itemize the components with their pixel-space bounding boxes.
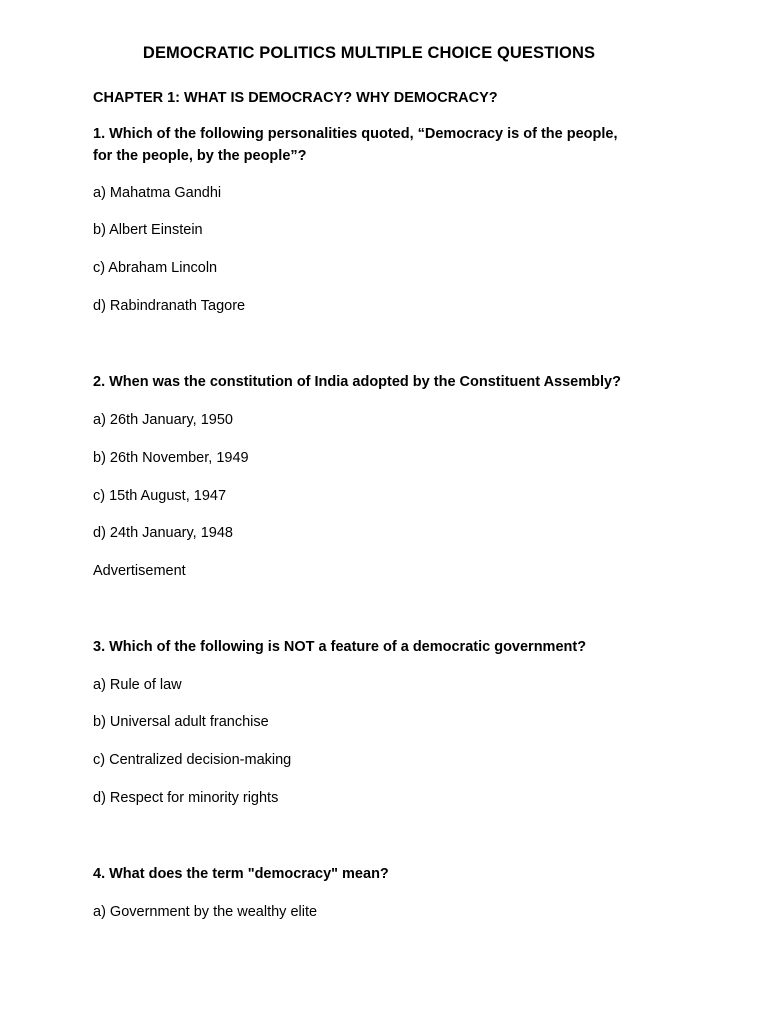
chapter-heading: CHAPTER 1: WHAT IS DEMOCRACY? WHY DEMOCRACY? [93,90,498,106]
question-3-option-a: a) Rule of law [93,677,182,693]
question-4-text: 4. What does the term "democracy" mean? [93,866,389,882]
document-title: DEMOCRATIC POLITICS MULTIPLE CHOICE QUESTIONS [142,44,596,62]
question-3-text: 3. Which of the following is NOT a feature of a democratic government? [93,639,587,655]
question-1-text-line-1: 1. Which of the following personalities quoted, “Democracy is of the people, [93,126,618,142]
question-1-option-a: a) Mahatma Gandhi [93,185,222,201]
question-3-option-d: d) Respect for minority rights [93,790,279,806]
question-1-option-d: d) Rabindranath Tagore [93,298,246,314]
question-2-option-b: b) 26th November, 1949 [93,450,249,466]
question-3-option-b: b) Universal adult franchise [93,714,269,730]
advertisement-label: Advertisement [93,563,186,579]
question-1-option-b: b) Albert Einstein [93,222,203,238]
question-1-option-c: c) Abraham Lincoln [93,260,218,276]
question-2-text: 2. When was the constitution of India adopted by the Constituent Assembly? [93,374,621,390]
question-2-option-d: d) 24th January, 1948 [93,525,233,541]
question-2-option-a: a) 26th January, 1950 [93,412,233,428]
question-3-option-c: c) Centralized decision-making [93,752,292,768]
question-1-text-line-2: for the people, by the people”? [93,148,307,164]
question-4-option-a: a) Government by the wealthy elite [93,904,318,920]
question-2-option-c: c) 15th August, 1947 [93,488,227,504]
